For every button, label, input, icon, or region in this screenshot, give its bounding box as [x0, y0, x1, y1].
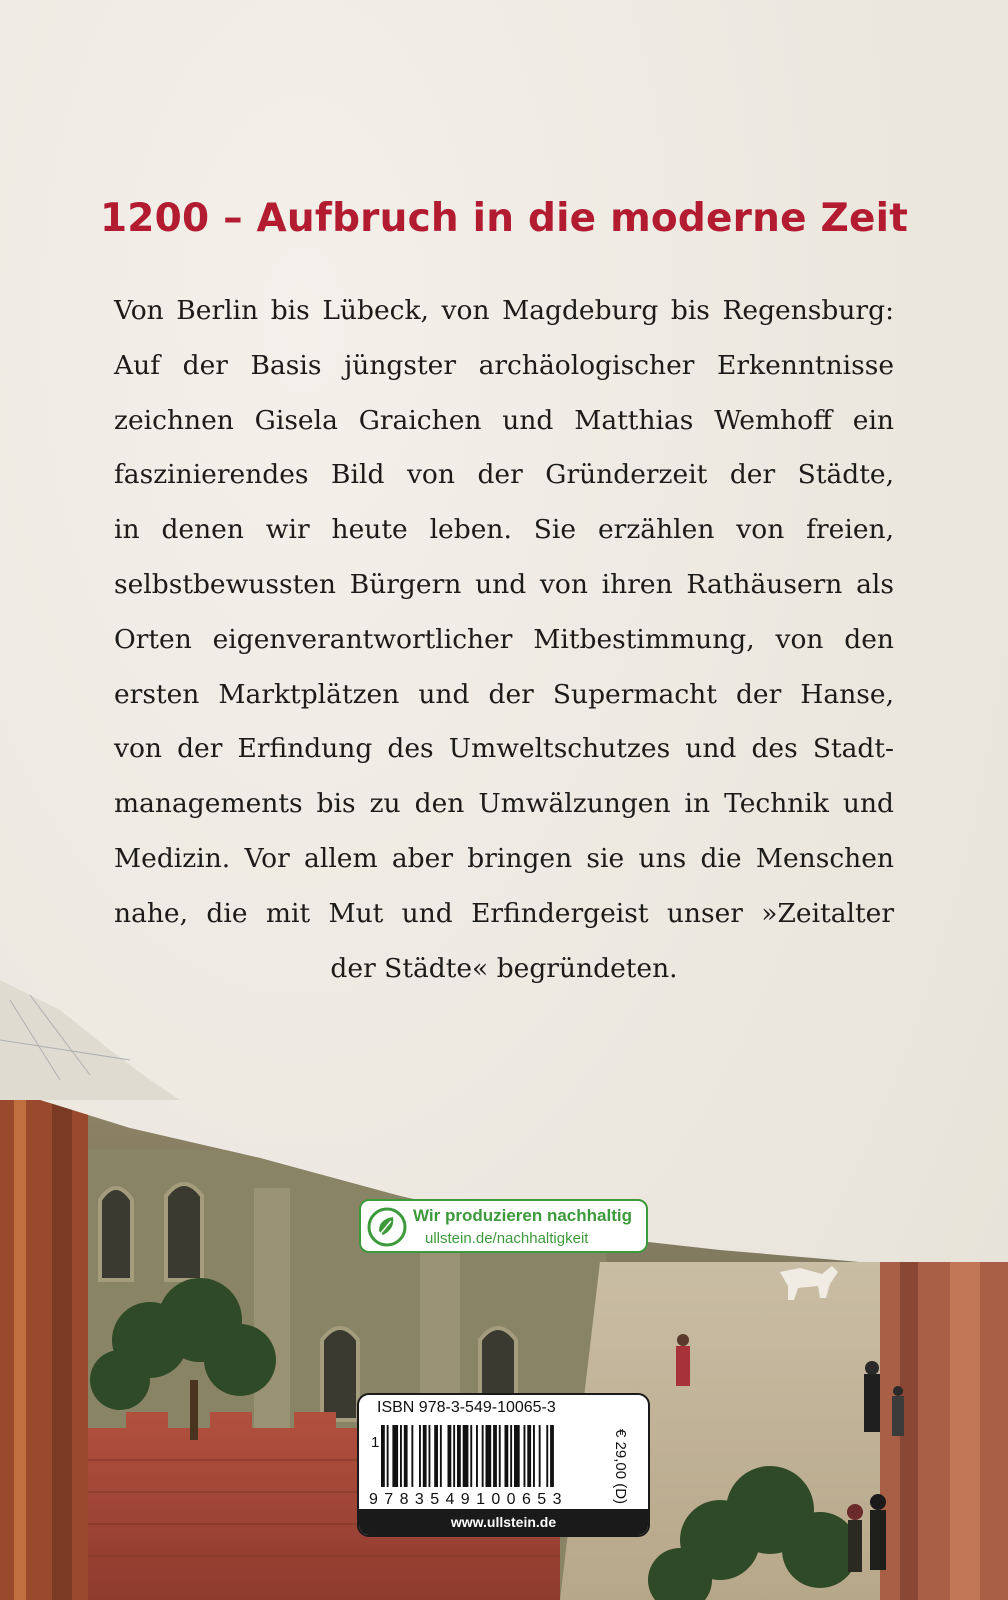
headline: 1200 – Aufbruch in die moderne Zeit: [99, 196, 909, 241]
barcode-bar: [527, 1425, 531, 1487]
barcode-bar: [440, 1425, 442, 1487]
barcode-lead-digit: 1: [371, 1434, 380, 1451]
blurb-line: selbstbewussten Bürgern und von ihren Rathäusern als: [114, 568, 894, 600]
barcode-bar: [486, 1425, 492, 1487]
barcode-bar: [499, 1425, 501, 1487]
barcode-bar: [419, 1425, 421, 1487]
barcode-bar: [550, 1425, 554, 1487]
sustainability-badge: [359, 1199, 648, 1253]
blurb-line: Medizin. Vor allem aber bringen sie uns die Menschen: [114, 842, 894, 874]
sustainability-title: Wir produzieren nachhaltig: [413, 1206, 632, 1225]
barcode-bar: [453, 1425, 455, 1487]
barcode-bar: [448, 1425, 452, 1487]
barcode-bar: [514, 1425, 520, 1487]
barcode-bar: [533, 1425, 535, 1487]
barcode-bar: [404, 1425, 408, 1487]
barcode-bar: [505, 1425, 509, 1487]
barcode-bar: [463, 1425, 469, 1487]
barcode-bar: [493, 1425, 497, 1487]
barcode-bar: [476, 1425, 478, 1487]
blurb-line: Von Berlin bis Lübeck, von Magdeburg bis Regensburg:: [114, 295, 894, 326]
barcode-bar: [381, 1425, 385, 1487]
blurb-line: von der Erfindung des Umweltschutzes und des Stadt-: [114, 733, 894, 765]
barcode-bar: [546, 1425, 548, 1487]
blurb-line: in denen wir heute leben. Sie erzählen von freien,: [114, 514, 894, 546]
barcode-box: [357, 1393, 650, 1537]
blurb-line: der Städte« begründeten.: [330, 952, 678, 984]
isbn-label: ISBN 978-3-549-10065-3: [377, 1399, 556, 1416]
barcode-bar: [524, 1425, 526, 1487]
barcode-bar: [510, 1425, 512, 1487]
blurb-line: managements bis zu den Umwälzungen in Technik und: [114, 788, 894, 820]
publisher-url[interactable]: www.ullstein.de: [359, 1509, 648, 1535]
barcode-bar: [482, 1425, 484, 1487]
barcode-bar: [423, 1425, 427, 1487]
blurb-line: Auf der Basis jüngster archäologischer Erkenntnisse: [114, 349, 894, 381]
blurb-line: nahe, die mit Mut und Erfindergeist unser »Zeitalter: [114, 897, 894, 929]
barcode-bar: [411, 1425, 413, 1487]
recycle-leaf-icon: [367, 1207, 407, 1247]
sustainability-url[interactable]: ullstein.de/nachhaltigkeit: [425, 1230, 589, 1247]
blurb-line: faszinierendes Bild von der Gründerzeit der Städte,: [114, 459, 894, 491]
barcode-bar: [457, 1425, 461, 1487]
barcode-digits: 9783549100653: [369, 1491, 568, 1508]
barcode-bar: [434, 1425, 438, 1487]
barcode-bar: [539, 1425, 541, 1487]
blurb-line: Orten eigenverantwortlicher Mitbestimmung, von den: [114, 623, 894, 655]
barcode-bar: [470, 1425, 472, 1487]
blurb-line: ersten Marktplätzen und der Supermacht der Hanse,: [114, 678, 894, 710]
price-text: € 29,00 (D): [612, 1429, 629, 1505]
barcode-bar: [392, 1425, 398, 1487]
price-label: [611, 1425, 631, 1515]
barcode-bar: [387, 1425, 389, 1487]
barcode-bar: [429, 1425, 431, 1487]
barcode-bar: [400, 1425, 402, 1487]
blurb-line: zeichnen Gisela Graichen und Matthias Wemhoff ein: [114, 404, 894, 436]
